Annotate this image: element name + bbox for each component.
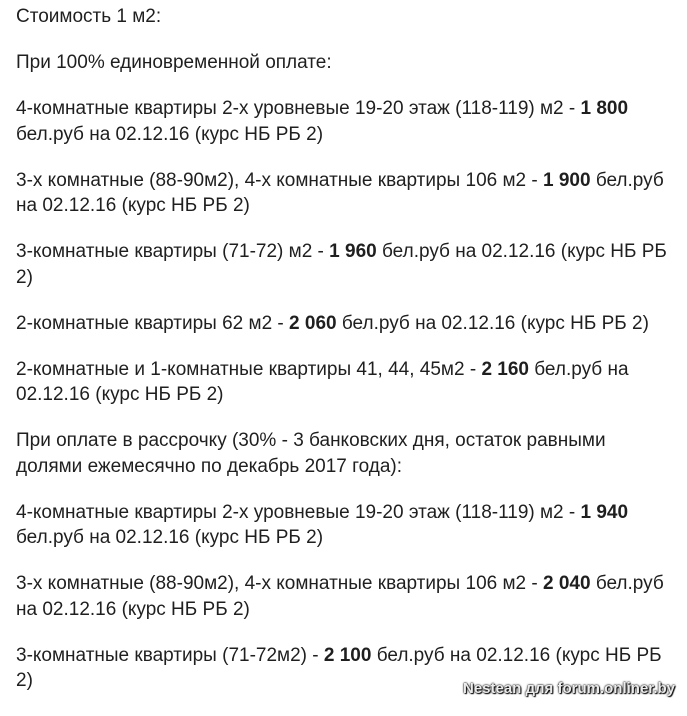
document bbox=[16, 4, 676, 714]
watermark: Nestean для forum.onliner.by bbox=[462, 680, 675, 697]
price-value: 1 900 bbox=[543, 169, 591, 191]
price-value: 2 040 bbox=[543, 573, 591, 594]
price-value: 2 060 bbox=[289, 312, 337, 334]
price-line: 4-комнатные квартиры 2-х уровневые 19-20 этаж (118-119) м2 - 1 800 бел.руб на 02.12.16 (курс НБ РБ 2) bbox=[16, 98, 629, 145]
price-value: 1 800 bbox=[580, 98, 629, 119]
price-line: 2-комнатные и 1-комнатные квартиры 41, 44, 45м2 - 2 160 бел.руб на 02.12.16 (курс НБ РБ 2) bbox=[16, 358, 629, 405]
price-line: 4-комнатные квартиры 2-х уровневые 19-20 этаж (118-119) м2 - 1 940 бел.руб на 02.12.16 (курс НБ РБ 2) bbox=[16, 501, 629, 548]
price-value: 1 940 bbox=[580, 501, 629, 523]
price-line: 3-комнатные квартиры (71-72) м2 - 1 960 бел.руб на 02.12.16 (курс НБ РБ 2) bbox=[16, 241, 667, 288]
price-line: 2-комнатные квартиры 62 м2 - 2 060 бел.руб на 02.12.16 (курс НБ РБ 2) bbox=[16, 312, 649, 334]
heading: Стоимость 1 м2: bbox=[16, 6, 162, 27]
installment-title: При оплате в рассрочку (30% - 3 банковских дня, остаток равными долями ежемесячно по декабрь 2017 года): bbox=[16, 430, 606, 477]
price-value: 2 160 bbox=[481, 358, 529, 380]
lump-sum-title: При 100% единовременной оплате: bbox=[16, 52, 332, 73]
price-line: 3-комнатные квартиры (71-72м2) - 2 100 бел.руб на 02.12.16 (курс НБ РБ 2) bbox=[16, 644, 662, 691]
price-line: 3-х комнатные (88-90м2), 4-х комнатные квартиры 106 м2 - 2 040 бел.руб на 02.12.16 (курс НБ РБ 2) bbox=[16, 573, 664, 620]
price-value: 2 100 bbox=[323, 644, 372, 666]
price-line: 3-х комнатные (88-90м2), 4-х комнатные квартиры 106 м2 - 1 900 бел.руб на 02.12.16 (курс НБ РБ 2) bbox=[16, 169, 664, 216]
price-value: 1 960 bbox=[329, 241, 377, 262]
